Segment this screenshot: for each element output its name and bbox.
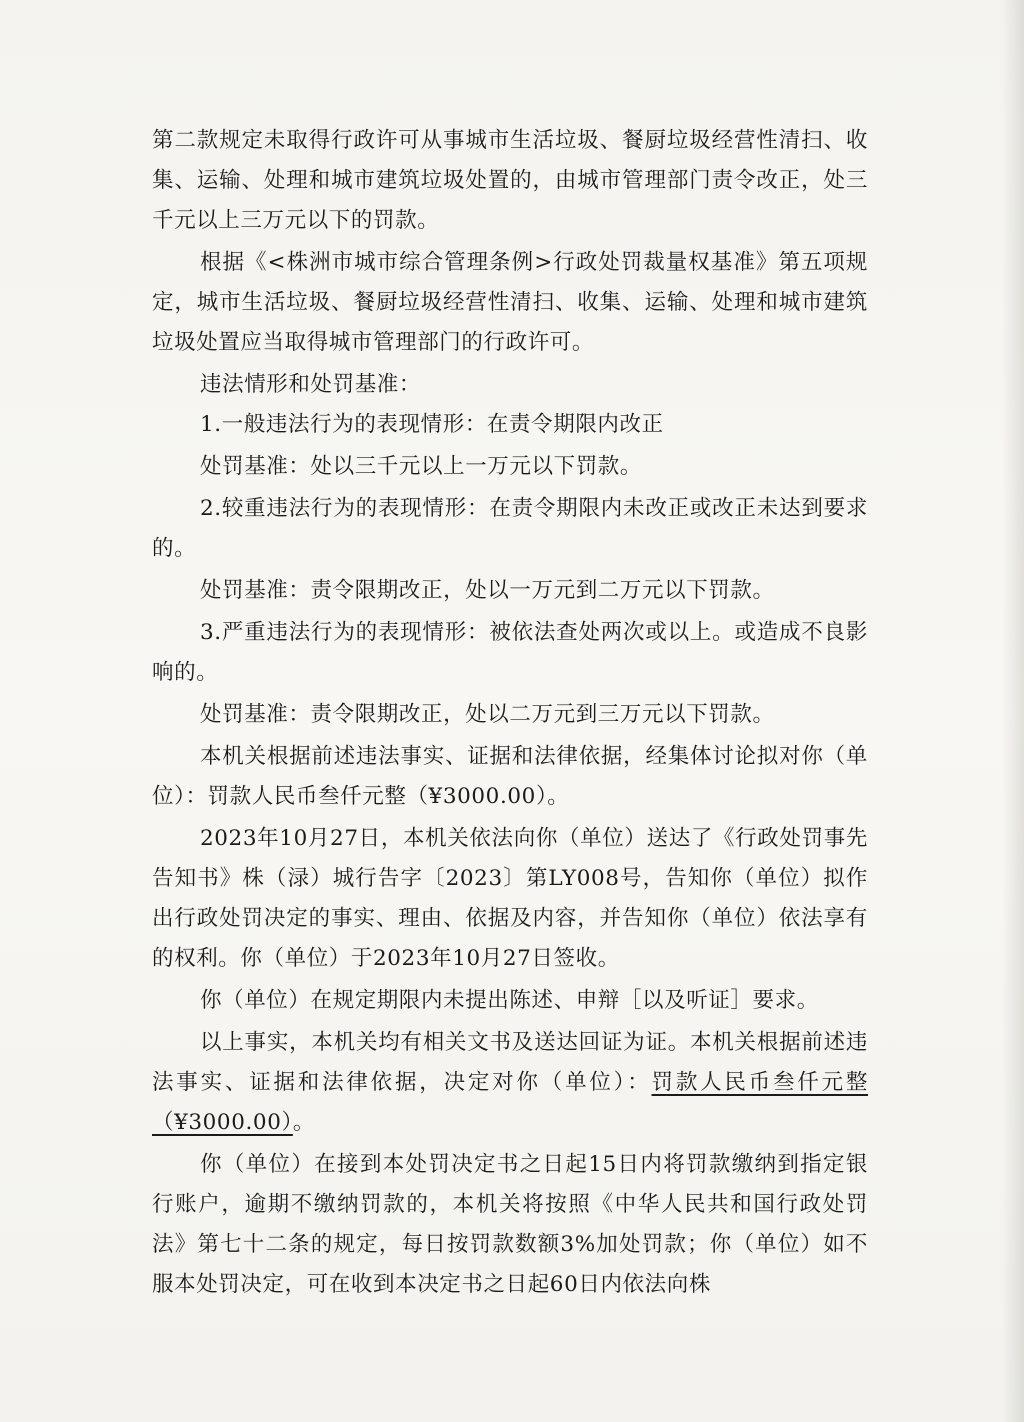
paragraph-severe-violation: 3.严重违法行为的表现情形：被依法查处两次或以上。或造成不良影响的。: [152, 620, 868, 685]
paragraph-violation-heading: 违法情形和处罚基准：: [200, 372, 422, 397]
paragraph-notice-served: 2023年10月27日，本机关依法向你（单位）送达了《行政处罚事先告知书》株（渌）城行告字〔2023〕第LY008号，告知你（单位）拟作出行政处罚决定的事实、理由、依据及内容，并告知你（单位）依法享有的权利。你（单位）于2023年10月27日签收。: [152, 826, 868, 971]
paragraph-discretion-standard: 根据《<株洲市城市综合管理条例>行政处罚裁量权基准》第五项规定，城市生活垃圾、餐厨垃圾经营性清扫、收集、运输、处理和城市建筑垃圾处置应当取得城市管理部门的行政许可。: [152, 250, 868, 355]
paragraph-general-penalty: 处罚基准：处以三千元以上一万元以下罚款。: [200, 454, 643, 479]
paragraph-decision: [152, 1023, 868, 1143]
paragraph-proposed-penalty: 本机关根据前述违法事实、证据和法律依据，经集体讨论拟对你（单位）：罚款人民币叁仟元整（¥3000.00）。: [152, 744, 868, 809]
paragraph-legal-basis: 第二款规定未取得行政许可从事城市生活垃圾、餐厨垃圾经营性清扫、收集、运输、处理和城市建筑垃圾处置的，由城市管理部门责令改正，处三千元以上三万元以下的罚款。: [152, 128, 868, 233]
paragraph-severe-penalty: 处罚基准：责令限期改正，处以二万元到三万元以下罚款。: [200, 702, 775, 727]
page-edge-shadow: [1002, 0, 1024, 1422]
paragraph-general-violation: 1.一般违法行为的表现情形：在责令期限内改正: [200, 412, 664, 437]
decision-penalty-amount: 罚款人民币叁仟元整（¥3000.00）: [152, 1070, 868, 1135]
paragraph-serious-penalty: 处罚基准：责令限期改正，处以一万元到二万元以下罚款。: [200, 578, 775, 603]
paragraph-payment-appeal: 你（单位）在接到本处罚决定书之日起15日内将罚款缴纳到指定银行账户，逾期不缴纳罚款的，本机关将按照《中华人民共和国行政处罚法》第七十二条的规定，每日按罚款数额3%加处罚款；你（单位）如不服本处罚决定，可在收到本决定书之日起60日内依法向株: [152, 1152, 868, 1297]
document-body: [152, 121, 868, 1305]
paragraph-no-statement: 你（单位）在规定期限内未提出陈述、申辩［以及听证］要求。: [200, 988, 819, 1013]
decision-period: 。: [292, 1110, 315, 1135]
paragraph-serious-violation: 2.较重违法行为的表现情形：在责令期限内未改正或改正未达到要求的。: [152, 496, 868, 561]
decision-text: 以上事实，本机关均有相关文书及送达回证为证。本机关根据前述违法事实、证据和法律依据，决定对你（单位）：: [152, 1030, 868, 1095]
